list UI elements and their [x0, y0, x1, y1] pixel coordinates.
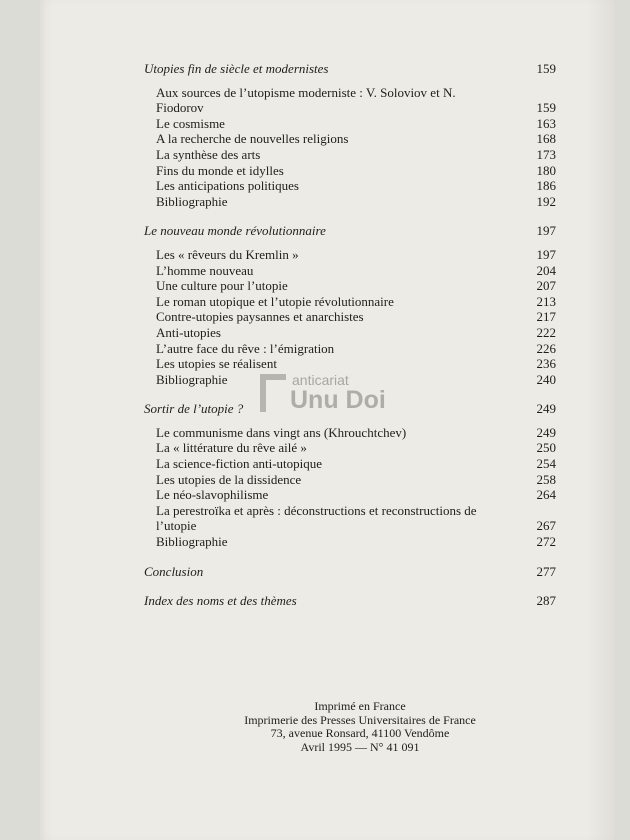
watermark-text-top: anticariat [292, 372, 349, 388]
toc-page-number: 173 [536, 146, 556, 162]
toc-entry-title: Bibliographie [156, 371, 228, 387]
toc-entry [144, 294, 556, 310]
toc-entry-title: Aux sources de l’utopisme moderniste : V. Soloviov et N. Fiodorov [156, 84, 456, 116]
toc-entry [144, 85, 556, 116]
toc-entry [144, 440, 556, 456]
toc-page-number: 186 [536, 178, 556, 194]
toc-entry-title: L’homme nouveau [156, 262, 254, 278]
toc-page-number: 213 [536, 293, 556, 309]
toc-page-number: 236 [536, 356, 556, 372]
toc-section-title: Conclusion [144, 563, 204, 579]
toc-page-number: 249 [536, 424, 556, 440]
toc-index [144, 593, 556, 609]
toc-section-title: Utopies fin de siècle et modernistes [144, 61, 329, 76]
toc-entry-title: Le communisme dans vingt ans (Khrouchtchev) [156, 424, 407, 440]
toc-entry [144, 131, 556, 147]
toc-entry-title: Le néo-slavophilisme [156, 487, 269, 503]
toc-conclusion [144, 564, 556, 580]
watermark-logo [260, 372, 430, 424]
toc-entry-title: Anti-utopies [156, 324, 221, 340]
toc-entry [144, 263, 556, 279]
toc-page-number: 222 [536, 324, 556, 340]
table-of-contents [144, 61, 556, 609]
imprint-line: Avril 1995 — N° 41 091 [300, 739, 420, 754]
toc-page-number: 204 [536, 262, 556, 278]
imprint-line: 73, avenue Ronsard, 41100 Vendôme [270, 726, 450, 740]
watermark-bracket-icon [260, 374, 286, 412]
toc-entry-title: La perestroïka et après : déconstructions et reconstructions de l’utopie [156, 502, 477, 534]
printer-imprint [215, 700, 505, 754]
toc-entry-title: Bibliographie [156, 193, 228, 209]
toc-page-number: 197 [536, 223, 556, 239]
toc-section-title: Sortir de l’utopie ? [144, 401, 244, 417]
imprint-line: Imprimé en France [314, 699, 406, 713]
toc-page-number: 217 [536, 309, 556, 325]
toc-entry-title: Fins du monde et idylles [156, 162, 284, 178]
toc-entry-title: Les anticipations politiques [156, 178, 299, 194]
toc-page-number: 287 [536, 593, 556, 609]
toc-entry-title: La science-fiction anti-utopique [156, 456, 323, 472]
toc-entry [144, 163, 556, 179]
toc-entry-title: Les « rêveurs du Kremlin » [156, 246, 299, 262]
book-page [40, 0, 615, 840]
toc-entry-title: Le roman utopique et l’utopie révolutionnaire [156, 293, 394, 309]
page-spine-shadow [587, 0, 615, 840]
toc-page-number: 254 [536, 456, 556, 472]
toc-entry [144, 147, 556, 163]
toc-entry-title: L’autre face du rêve : l’émigration [156, 340, 335, 356]
toc-entry [144, 309, 556, 325]
toc-entry [144, 247, 556, 263]
toc-page-number: 192 [536, 193, 556, 209]
toc-entry [144, 503, 556, 534]
toc-page-number: 250 [536, 440, 556, 456]
toc-entry [144, 487, 556, 503]
toc-entry [144, 116, 556, 132]
toc-page-number: 258 [536, 471, 556, 487]
toc-page-number: 159 [536, 100, 556, 116]
toc-page-number: 207 [536, 278, 556, 294]
toc-entry [144, 425, 556, 441]
toc-page-number: 180 [536, 162, 556, 178]
toc-page-number: 240 [536, 371, 556, 387]
toc-page-number: 277 [536, 563, 556, 579]
toc-entry-title: La synthèse des arts [156, 146, 261, 162]
toc-entry-title: Les utopies se réalisent [156, 356, 277, 372]
toc-page-number: 159 [536, 61, 556, 76]
toc-entry-title: Le cosmisme [156, 115, 225, 131]
toc-page-number: 163 [536, 115, 556, 131]
toc-entry [144, 534, 556, 550]
toc-section-title: Le nouveau monde révolutionnaire [144, 223, 326, 239]
toc-entry [144, 194, 556, 210]
watermark-text-main: Unu Doi [290, 386, 386, 414]
toc-entry [144, 472, 556, 488]
toc-entry-title: Les utopies de la dissidence [156, 471, 302, 487]
toc-page-number: 249 [536, 401, 556, 417]
toc-entry-title: Bibliographie [156, 534, 228, 550]
toc-entry [144, 341, 556, 357]
toc-page-number: 168 [536, 131, 556, 147]
toc-page-number: 197 [536, 246, 556, 262]
toc-entry [144, 325, 556, 341]
imprint-line: Imprimerie des Presses Universitaires de France [244, 712, 476, 727]
toc-page-number: 267 [536, 518, 556, 534]
toc-section-heading [144, 223, 556, 239]
toc-entry-title: Contre-utopies paysannes et anarchistes [156, 309, 364, 325]
toc-section-heading [144, 61, 556, 77]
toc-page-number: 272 [536, 534, 556, 550]
toc-entry-title: A la recherche de nouvelles religions [156, 131, 349, 147]
toc-entry-title: La « littérature du rêve ailé » [156, 440, 307, 456]
toc-entry [144, 356, 556, 372]
toc-section-title: Index des noms et des thèmes [144, 593, 297, 609]
toc-entry [144, 456, 556, 472]
toc-entry [144, 178, 556, 194]
toc-entry-title: Une culture pour l’utopie [156, 278, 288, 294]
toc-page-number: 226 [536, 340, 556, 356]
toc-page-number: 264 [536, 487, 556, 503]
toc-entry [144, 278, 556, 294]
